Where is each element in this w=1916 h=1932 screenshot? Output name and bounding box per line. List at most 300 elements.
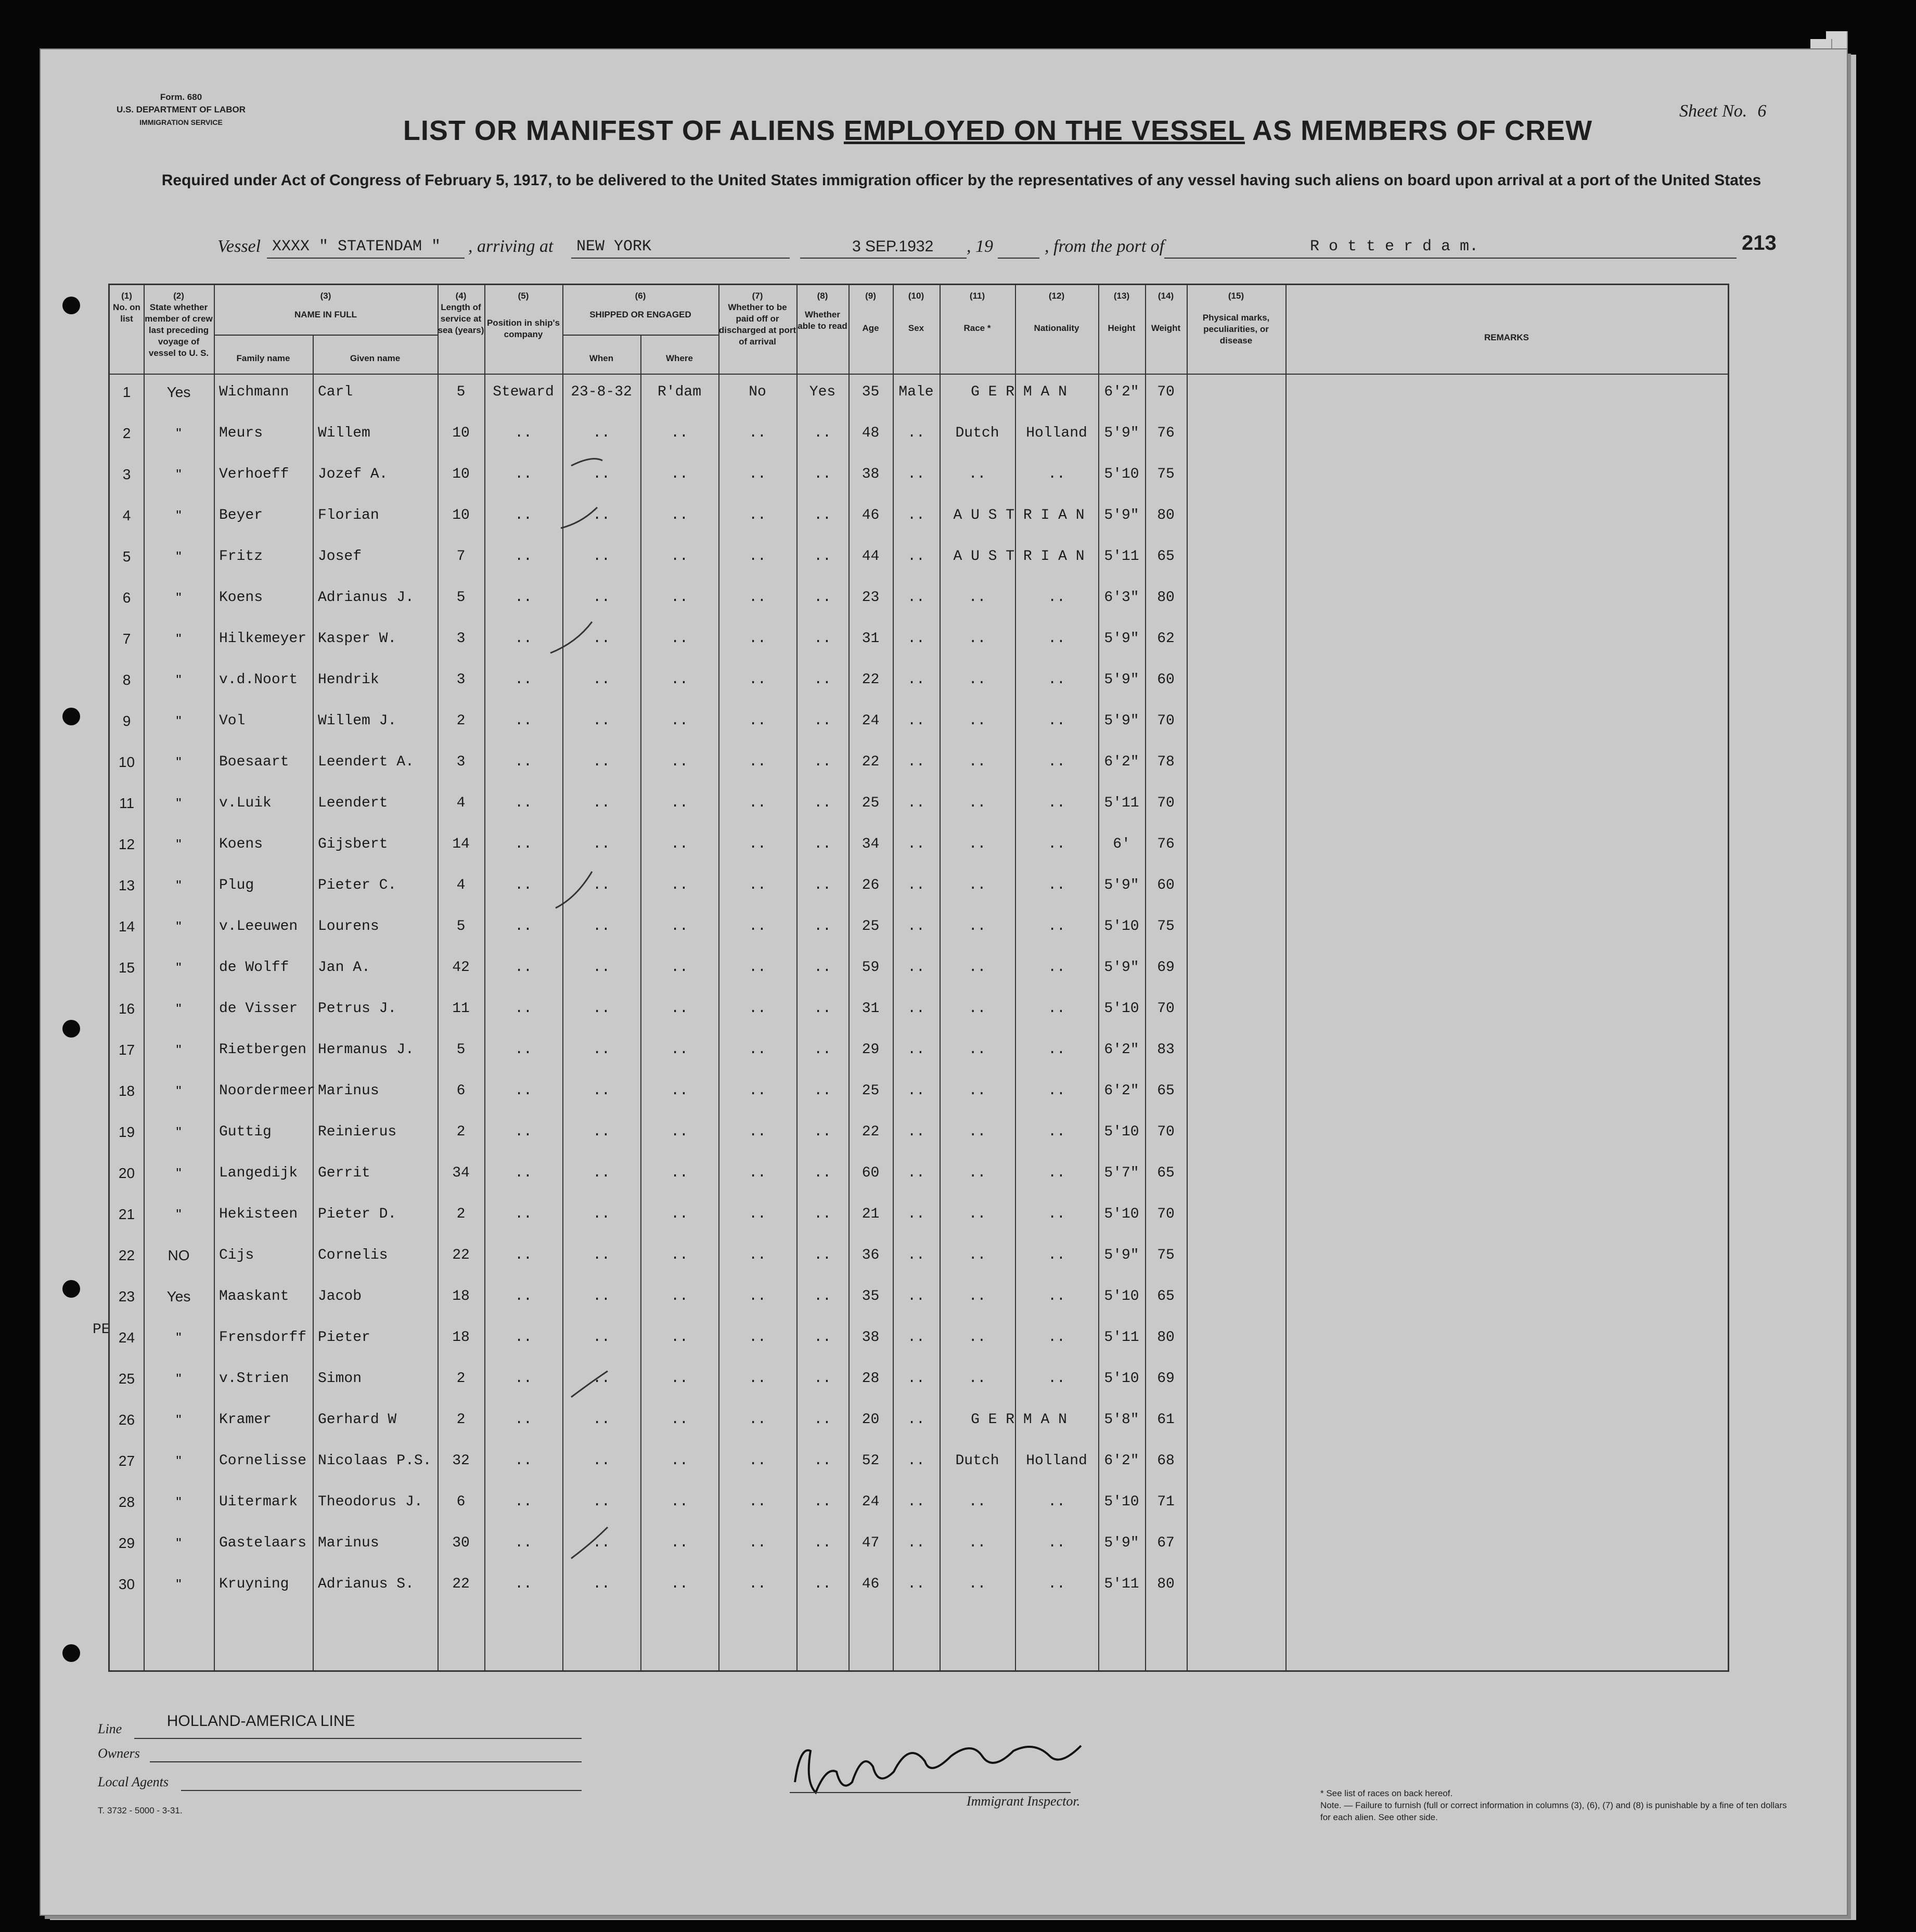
cell-weight: 78 xyxy=(1157,754,1175,770)
cell-age: 47 xyxy=(861,1535,880,1551)
cell-age: 46 xyxy=(861,507,880,523)
cell-service: 18 xyxy=(452,1329,470,1346)
cell-position: .. xyxy=(515,507,532,523)
cell-nationality: .. xyxy=(1048,1535,1065,1551)
cell-prev: " xyxy=(176,795,182,811)
cell-prev: " xyxy=(176,1329,182,1346)
cell-height: 5'9" xyxy=(1104,1535,1139,1551)
header-text: Length of service at sea (years) xyxy=(438,302,484,335)
cell-when: .. xyxy=(593,1576,610,1592)
cell-where: .. xyxy=(671,1083,688,1099)
cell-prev: " xyxy=(176,918,182,935)
cell-age: 24 xyxy=(861,1494,880,1510)
cell-nationality: .. xyxy=(1048,1001,1065,1017)
footer-line xyxy=(98,1712,355,1737)
header-num: (13) xyxy=(1113,291,1130,301)
cell-where: .. xyxy=(671,1206,688,1222)
cell-height: 5'9" xyxy=(1104,713,1139,729)
sheet-value: 6 xyxy=(1757,101,1767,121)
cell-service: 6 xyxy=(456,1083,466,1099)
cell-position: .. xyxy=(515,1412,532,1428)
cell-read: .. xyxy=(814,1206,831,1222)
cell-given: Pieter C. xyxy=(318,877,397,893)
header-text: State whether member of crew last preceding voyage of vessel to U. S. xyxy=(145,302,213,358)
cell-prev: Yes xyxy=(166,384,191,400)
cell-paid: .. xyxy=(749,590,766,606)
cell-weight: 68 xyxy=(1157,1453,1175,1469)
cell-position: .. xyxy=(515,1083,532,1099)
header-family-name: Family name xyxy=(236,353,290,363)
cell-position: .. xyxy=(515,1288,532,1304)
cell-prev: " xyxy=(176,1206,182,1222)
cell-paid: .. xyxy=(749,1453,766,1469)
cell-service: 6 xyxy=(456,1494,466,1510)
cell-paid: .. xyxy=(749,959,766,976)
cell-nationality: .. xyxy=(1048,1494,1065,1510)
cell-sex: .. xyxy=(907,1453,925,1469)
cell-sex: .. xyxy=(907,1001,925,1017)
cell-given: Nicolaas P.S. xyxy=(318,1453,432,1469)
header-num: (8) xyxy=(817,291,828,301)
cell-no: 18 xyxy=(118,1083,135,1099)
cell-family: Uitermark xyxy=(219,1494,298,1510)
header-num: (14) xyxy=(1158,291,1174,301)
cell-service: 4 xyxy=(456,795,466,811)
header-remarks: REMARKS xyxy=(1484,332,1529,342)
cell-height: 5'11 xyxy=(1104,548,1139,565)
owners-underline xyxy=(150,1761,582,1762)
cell-race: A U S T R I A N xyxy=(953,548,1085,565)
cell-family: Fritz xyxy=(219,548,263,565)
cell-prev: " xyxy=(176,1083,182,1099)
cell-paid: .. xyxy=(749,1083,766,1099)
cell-where: .. xyxy=(671,754,688,770)
cell-age: 44 xyxy=(861,548,880,565)
manifest-sheet xyxy=(41,49,1847,1915)
cell-paid: .. xyxy=(749,713,766,729)
punch-hole xyxy=(62,1644,80,1662)
cell-no: 17 xyxy=(118,1042,135,1058)
cell-weight: 80 xyxy=(1157,1576,1175,1592)
header-col-11 xyxy=(940,290,1015,334)
cell-paid: .. xyxy=(749,754,766,770)
cell-paid: .. xyxy=(749,1247,766,1263)
cell-weight: 70 xyxy=(1157,1124,1175,1140)
cell-paid: .. xyxy=(749,877,766,893)
cell-position: Steward xyxy=(493,384,554,400)
cell-family: v.d.Noort xyxy=(219,672,298,688)
cell-family: Plug xyxy=(219,877,254,893)
cell-no: 6 xyxy=(122,590,131,606)
cell-race: .. xyxy=(968,877,986,893)
header-text: No. on list xyxy=(113,302,140,324)
owners-label: Owners xyxy=(98,1746,140,1761)
cell-no: 3 xyxy=(122,466,131,482)
cell-no: 29 xyxy=(118,1535,135,1551)
cell-family: Frensdorff xyxy=(219,1329,307,1346)
cell-given: Josef xyxy=(318,548,362,565)
cell-where: .. xyxy=(671,548,688,565)
inspector-signature xyxy=(779,1735,1143,1809)
cell-where: .. xyxy=(671,877,688,893)
cell-where: .. xyxy=(671,1535,688,1551)
cell-where: .. xyxy=(671,1124,688,1140)
cell-race: .. xyxy=(968,1494,986,1510)
cell-service: 2 xyxy=(456,1412,466,1428)
cell-sex: .. xyxy=(907,1412,925,1428)
cell-where: .. xyxy=(671,1371,688,1387)
cell-age: 35 xyxy=(861,1288,880,1304)
cell-service: 2 xyxy=(456,1124,466,1140)
cell-where: .. xyxy=(671,1288,688,1304)
cell-read: Yes xyxy=(809,384,836,400)
column-rule xyxy=(214,285,215,1670)
cell-given: Theodorus J. xyxy=(318,1494,423,1510)
cell-age: 38 xyxy=(861,1329,880,1346)
cell-paid: .. xyxy=(749,918,766,935)
header-text: NAME IN FULL xyxy=(294,310,357,319)
cell-sex: .. xyxy=(907,1329,925,1346)
cell-paid: .. xyxy=(749,1576,766,1592)
cell-given: Adrianus J. xyxy=(318,590,414,606)
header-num: (7) xyxy=(752,291,763,301)
title-underlined: EMPLOYED ON THE VESSEL xyxy=(843,115,1245,146)
cell-position: .. xyxy=(515,754,532,770)
column-rule xyxy=(1187,285,1188,1670)
cell-given: Simon xyxy=(318,1371,362,1387)
header-text: Age xyxy=(862,323,879,333)
cell-sex: .. xyxy=(907,548,925,565)
cell-sex: .. xyxy=(907,877,925,893)
cell-nationality: .. xyxy=(1048,754,1065,770)
cell-nationality: .. xyxy=(1048,1083,1065,1099)
page-stamp: 213 xyxy=(1742,232,1777,254)
cell-position: .. xyxy=(515,1042,532,1058)
cell-nationality: .. xyxy=(1048,1042,1065,1058)
cell-read: .. xyxy=(814,713,831,729)
cell-family: Rietbergen xyxy=(219,1042,307,1058)
cell-no: 2 xyxy=(122,425,131,441)
cell-weight: 67 xyxy=(1157,1535,1175,1551)
cell-weight: 80 xyxy=(1157,507,1175,523)
cell-when: .. xyxy=(593,754,610,770)
cell-height: 5'9" xyxy=(1104,877,1139,893)
cell-nationality: .. xyxy=(1048,836,1065,852)
cell-when: .. xyxy=(593,1165,610,1181)
cell-read: .. xyxy=(814,1371,831,1387)
header-text: Whether to be paid off or discharged at port of arrival xyxy=(718,302,796,347)
cell-read: .. xyxy=(814,918,831,935)
header-num: (10) xyxy=(908,291,924,301)
cell-prev: " xyxy=(176,1371,182,1387)
cell-nationality: .. xyxy=(1048,1576,1065,1592)
cell-when: .. xyxy=(593,918,610,935)
cell-read: .. xyxy=(814,959,831,976)
cell-sex: .. xyxy=(907,1288,925,1304)
cell-weight: 65 xyxy=(1157,1165,1175,1181)
cell-given: Florian xyxy=(318,507,379,523)
cell-service: 10 xyxy=(452,466,470,482)
cell-age: 31 xyxy=(861,631,880,647)
vessel-line xyxy=(217,237,1830,268)
cell-weight: 83 xyxy=(1157,1042,1175,1058)
cell-sex: .. xyxy=(907,466,925,482)
cell-service: 5 xyxy=(456,384,466,400)
cell-weight: 69 xyxy=(1157,1371,1175,1387)
cell-given: Leendert A. xyxy=(318,754,414,770)
agents-underline xyxy=(181,1790,582,1791)
cell-read: .. xyxy=(814,1124,831,1140)
cell-sex: .. xyxy=(907,507,925,523)
cell-no: 11 xyxy=(119,795,135,811)
header-col-1 xyxy=(110,290,144,325)
header-num: (1) xyxy=(121,291,132,301)
cell-prev: " xyxy=(176,1494,182,1510)
cell-paid: .. xyxy=(749,795,766,811)
cell-read: .. xyxy=(814,754,831,770)
cell-race: .. xyxy=(968,1042,986,1058)
cell-no: 23 xyxy=(118,1288,135,1304)
cell-given: Reinierus xyxy=(318,1124,397,1140)
cell-family: de Wolff xyxy=(219,959,289,976)
cell-no: 19 xyxy=(118,1124,135,1140)
cell-sex: .. xyxy=(907,959,925,976)
cell-nationality: .. xyxy=(1048,466,1065,482)
cell-when: .. xyxy=(593,590,610,606)
header-col-12 xyxy=(1015,290,1098,334)
underline xyxy=(1164,258,1737,259)
cell-weight: 70 xyxy=(1157,384,1175,400)
cell-race: .. xyxy=(968,1576,986,1592)
cell-where: .. xyxy=(671,836,688,852)
cell-no: 14 xyxy=(118,918,135,935)
cell-position: .. xyxy=(515,918,532,935)
header-text: Weight xyxy=(1151,323,1181,333)
cell-nationality: .. xyxy=(1048,918,1065,935)
cell-when: .. xyxy=(593,1412,610,1428)
cell-when: .. xyxy=(593,713,610,729)
cell-where: .. xyxy=(671,1165,688,1181)
cell-when: .. xyxy=(593,1288,610,1304)
cell-when: .. xyxy=(593,877,610,893)
arriving-label: , arriving at xyxy=(468,237,554,256)
cell-service: 10 xyxy=(452,425,470,441)
cell-position: .. xyxy=(515,1165,532,1181)
cell-nationality: .. xyxy=(1048,877,1065,893)
cell-given: Jozef A. xyxy=(318,466,388,482)
line-underline xyxy=(134,1738,582,1739)
cell-nationality: Holland xyxy=(1026,1453,1087,1469)
cell-when: .. xyxy=(593,1206,610,1222)
cell-read: .. xyxy=(814,590,831,606)
cell-nationality: .. xyxy=(1048,1288,1065,1304)
vessel-name: XXXX " STATENDAM " xyxy=(272,238,441,255)
cell-height: 6' xyxy=(1113,836,1130,852)
cell-prev: " xyxy=(176,631,182,647)
cell-nationality: .. xyxy=(1048,1165,1065,1181)
cell-weight: 69 xyxy=(1157,959,1175,976)
cell-family: Koens xyxy=(219,590,263,606)
cell-race: .. xyxy=(968,1206,986,1222)
title-part-1: LIST OR MANIFEST OF ALIENS xyxy=(403,115,844,146)
punch-hole xyxy=(62,1020,80,1038)
cell-family: Langedijk xyxy=(219,1165,298,1181)
cell-where: .. xyxy=(671,466,688,482)
cell-where: .. xyxy=(671,918,688,935)
cell-when: .. xyxy=(593,1371,610,1387)
header-col-13 xyxy=(1098,290,1145,334)
cell-sex: .. xyxy=(907,672,925,688)
cell-race: .. xyxy=(968,795,986,811)
cell-paid: .. xyxy=(749,1001,766,1017)
cell-where: .. xyxy=(671,1247,688,1263)
cell-sex: .. xyxy=(907,1042,925,1058)
header-col-8 xyxy=(796,290,848,332)
cell-when: .. xyxy=(593,631,610,647)
cell-read: .. xyxy=(814,425,831,441)
cell-family: Noordermeer xyxy=(219,1083,315,1099)
cell-weight: 75 xyxy=(1157,918,1175,935)
header-col-15 xyxy=(1187,290,1285,347)
cell-where: .. xyxy=(671,795,688,811)
cell-when: .. xyxy=(593,672,610,688)
cell-service: 7 xyxy=(456,548,466,565)
cell-nationality: .. xyxy=(1048,1371,1065,1387)
checkmark-strokes xyxy=(249,310,769,1715)
cell-family: Vol xyxy=(219,713,246,729)
cell-read: .. xyxy=(814,631,831,647)
header-num: (6) xyxy=(635,291,646,301)
cell-age: 22 xyxy=(861,672,880,688)
cell-family: v.Leeuwen xyxy=(219,918,298,935)
cell-sex: .. xyxy=(907,836,925,852)
header-num: (5) xyxy=(518,291,529,301)
cell-race: .. xyxy=(968,918,986,935)
cell-age: 21 xyxy=(861,1206,880,1222)
cell-weight: 75 xyxy=(1157,466,1175,482)
header-text: SHIPPED OR ENGAGED xyxy=(589,310,691,319)
cell-age: 52 xyxy=(861,1453,880,1469)
cell-age: 22 xyxy=(861,1124,880,1140)
cell-height: 6'2" xyxy=(1104,1083,1139,1099)
header-text: Race * xyxy=(963,323,991,333)
cell-read: .. xyxy=(814,1083,831,1099)
cell-paid: .. xyxy=(749,1206,766,1222)
cell-race: .. xyxy=(968,959,986,976)
cell-nationality: .. xyxy=(1048,1206,1065,1222)
cell-prev: NO xyxy=(168,1247,190,1263)
cell-no: 10 xyxy=(118,754,135,770)
from-port-label: , from the port of xyxy=(1045,237,1165,256)
cell-given: Leendert xyxy=(318,795,388,811)
cell-height: 6'2" xyxy=(1104,1453,1139,1469)
cell-height: 5'8" xyxy=(1104,1412,1139,1428)
cell-position: .. xyxy=(515,1001,532,1017)
header-num: (15) xyxy=(1228,291,1244,301)
cell-family: de Visser xyxy=(219,1001,298,1017)
cell-family: Koens xyxy=(219,836,263,852)
cell-service: 2 xyxy=(456,1206,466,1222)
cell-position: .. xyxy=(515,425,532,441)
cell-where: .. xyxy=(671,1412,688,1428)
cell-when: .. xyxy=(593,548,610,565)
cell-height: 5'9" xyxy=(1104,507,1139,523)
underline xyxy=(800,258,967,259)
cell-service: 3 xyxy=(456,754,466,770)
print-code: T. 3732 - 5000 - 3-31. xyxy=(98,1806,183,1815)
cell-height: 5'9" xyxy=(1104,959,1139,976)
cell-position: .. xyxy=(515,1576,532,1592)
cell-no: 5 xyxy=(122,548,131,565)
cell-age: 35 xyxy=(861,384,880,400)
cell-race: .. xyxy=(968,836,986,852)
cell-age: 48 xyxy=(861,425,880,441)
cell-service: 3 xyxy=(456,631,466,647)
header-num: (11) xyxy=(969,291,985,301)
cell-prev: " xyxy=(176,754,182,770)
cell-position: .. xyxy=(515,1329,532,1346)
cell-service: 2 xyxy=(456,1371,466,1387)
cell-position: .. xyxy=(515,1247,532,1263)
cell-paid: .. xyxy=(749,1042,766,1058)
footnote xyxy=(1320,1787,1789,1823)
cell-given: Gerrit xyxy=(318,1165,370,1181)
inspector-label: Immigrant Inspector. xyxy=(967,1794,1081,1809)
cell-sex: .. xyxy=(907,1494,925,1510)
cell-prev: " xyxy=(176,1576,182,1592)
form-info xyxy=(72,91,290,129)
header-when: When xyxy=(589,353,614,363)
cell-read: .. xyxy=(814,1288,831,1304)
cell-age: 34 xyxy=(861,836,880,852)
cell-position: .. xyxy=(515,1206,532,1222)
cell-sex: .. xyxy=(907,713,925,729)
cell-height: 5'7" xyxy=(1104,1165,1139,1181)
cell-prev: Yes xyxy=(166,1288,191,1304)
cell-prev: " xyxy=(176,507,182,523)
cell-service: 5 xyxy=(456,918,466,935)
cell-race: .. xyxy=(968,672,986,688)
cell-prev: " xyxy=(176,590,182,606)
cell-where: .. xyxy=(671,713,688,729)
punch-hole xyxy=(62,297,80,314)
header-text: Whether able to read xyxy=(798,310,847,331)
arrival-port: NEW YORK xyxy=(576,238,652,255)
cell-where: .. xyxy=(671,590,688,606)
cell-height: 5'9" xyxy=(1104,1247,1139,1263)
cell-family: Gastelaars xyxy=(219,1535,307,1551)
cell-paid: .. xyxy=(749,466,766,482)
cell-race: .. xyxy=(968,631,986,647)
header-num: (12) xyxy=(1048,291,1065,301)
cell-service: 4 xyxy=(456,877,466,893)
cell-height: 5'10 xyxy=(1104,466,1139,482)
line-label: Line xyxy=(98,1721,122,1736)
cell-when: .. xyxy=(593,466,610,482)
cell-nationality: .. xyxy=(1048,1329,1065,1346)
cell-height: 5'10 xyxy=(1104,1124,1139,1140)
cell-race: .. xyxy=(968,1329,986,1346)
cell-prev: " xyxy=(176,877,182,893)
cell-weight: 70 xyxy=(1157,795,1175,811)
cell-family: Meurs xyxy=(219,425,263,441)
cell-paid: .. xyxy=(749,672,766,688)
cell-paid: .. xyxy=(749,507,766,523)
cell-sex: .. xyxy=(907,1124,925,1140)
cell-prev: " xyxy=(176,548,182,565)
cell-weight: 76 xyxy=(1157,425,1175,441)
cell-prev: " xyxy=(176,713,182,729)
